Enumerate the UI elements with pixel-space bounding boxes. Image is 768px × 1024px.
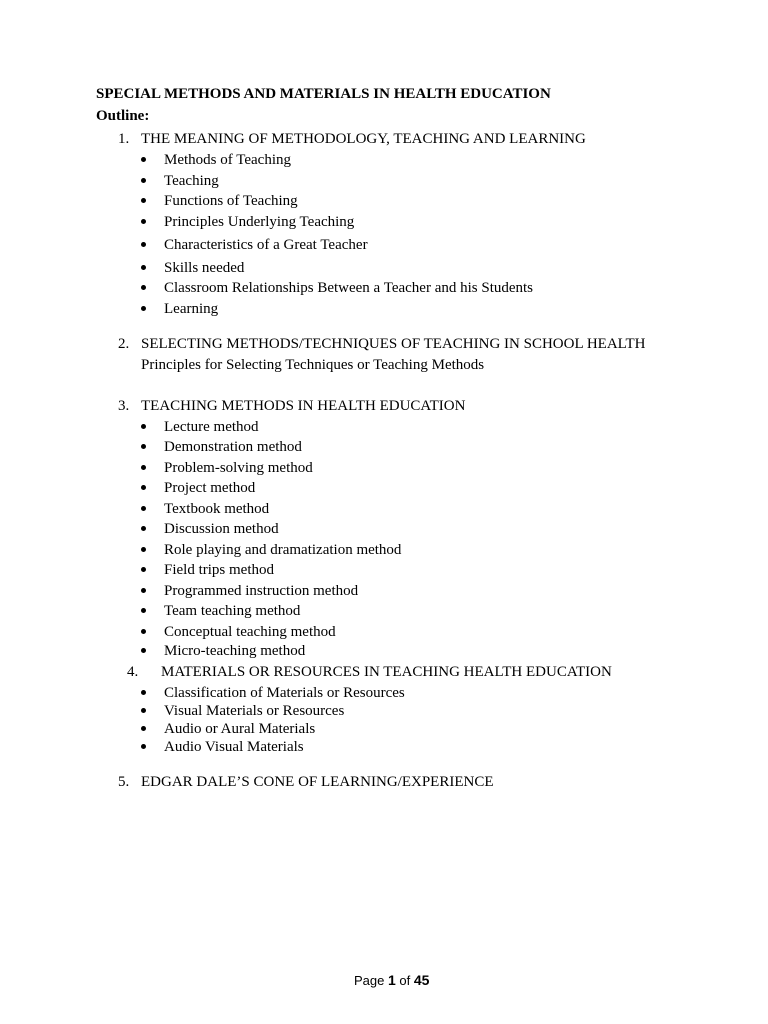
section-number: 5. <box>118 774 130 790</box>
bullet-icon <box>141 465 146 470</box>
section-heading: MATERIALS OR RESOURCES IN TEACHING HEALTH EDUCATION <box>161 664 612 680</box>
list-item: Audio Visual Materials <box>164 739 304 755</box>
bullet-icon <box>141 485 146 490</box>
list-item: Learning <box>164 301 219 317</box>
list-item: Conceptual teaching method <box>164 624 336 640</box>
bullet-icon <box>141 178 146 183</box>
bullet-icon <box>141 242 146 247</box>
list-item: Classroom Relationships Between a Teacher and his Students <box>164 280 534 296</box>
bullet-icon <box>141 285 146 290</box>
section-number: 1. <box>118 131 130 147</box>
list-item: Discussion method <box>164 521 279 537</box>
document-title: SPECIAL METHODS AND MATERIALS IN HEALTH EDUCATION <box>96 86 551 102</box>
bullet-icon <box>141 526 146 531</box>
list-item: Field trips method <box>164 562 274 578</box>
of-word: of <box>399 973 411 988</box>
list-item: Skills needed <box>164 260 245 276</box>
bullet-icon <box>141 547 146 552</box>
page-word: Page <box>354 973 385 988</box>
bullet-icon <box>141 157 146 162</box>
bullet-icon <box>141 708 146 713</box>
section-heading: EDGAR DALE’S CONE OF LEARNING/EXPERIENCE <box>141 774 494 790</box>
list-item: Methods of Teaching <box>164 152 291 168</box>
bullet-icon <box>141 648 146 653</box>
bullet-icon <box>141 506 146 511</box>
list-item: Classification of Materials or Resources <box>164 685 405 701</box>
section-number: 2. <box>118 336 130 352</box>
outline-label: Outline: <box>96 108 150 124</box>
section-number: 3. <box>118 398 130 414</box>
list-item: Functions of Teaching <box>164 193 298 209</box>
bullet-icon <box>141 629 146 634</box>
section-heading: SELECTING METHODS/TECHNIQUES OF TEACHING IN SCHOOL HEALTH <box>141 336 646 352</box>
list-item: Team teaching method <box>164 603 301 619</box>
section-subtext: Principles for Selecting Techniques or Teaching Methods <box>141 357 485 373</box>
list-item: Visual Materials or Resources <box>164 703 345 719</box>
list-item: Project method <box>164 480 256 496</box>
section-heading: TEACHING METHODS IN HEALTH EDUCATION <box>141 398 466 414</box>
section-number: 4. <box>127 664 139 680</box>
page-footer <box>354 971 429 990</box>
bullet-icon <box>141 219 146 224</box>
list-item: Characteristics of a Great Teacher <box>164 237 368 253</box>
list-item: Textbook method <box>164 501 270 517</box>
bullet-icon <box>141 306 146 311</box>
list-item: Teaching <box>164 173 219 189</box>
total-pages-number: 45 <box>413 972 430 988</box>
list-item: Demonstration method <box>164 439 302 455</box>
bullet-icon <box>141 567 146 572</box>
list-item: Role playing and dramatization method <box>164 542 402 558</box>
bullet-icon <box>141 444 146 449</box>
bullet-icon <box>141 744 146 749</box>
list-item: Programmed instruction method <box>164 583 359 599</box>
list-item: Micro-teaching method <box>164 643 306 659</box>
current-page-number: 1 <box>388 972 396 988</box>
list-item: Lecture method <box>164 419 259 435</box>
bullet-icon <box>141 265 146 270</box>
bullet-icon <box>141 608 146 613</box>
list-item: Principles Underlying Teaching <box>164 214 355 230</box>
list-item: Problem-solving method <box>164 460 313 476</box>
list-item: Audio or Aural Materials <box>164 721 316 737</box>
section-heading: THE MEANING OF METHODOLOGY, TEACHING AND LEARNING <box>141 131 586 147</box>
bullet-icon <box>141 726 146 731</box>
bullet-icon <box>141 690 146 695</box>
bullet-icon <box>141 424 146 429</box>
bullet-icon <box>141 588 146 593</box>
bullet-icon <box>141 198 146 203</box>
